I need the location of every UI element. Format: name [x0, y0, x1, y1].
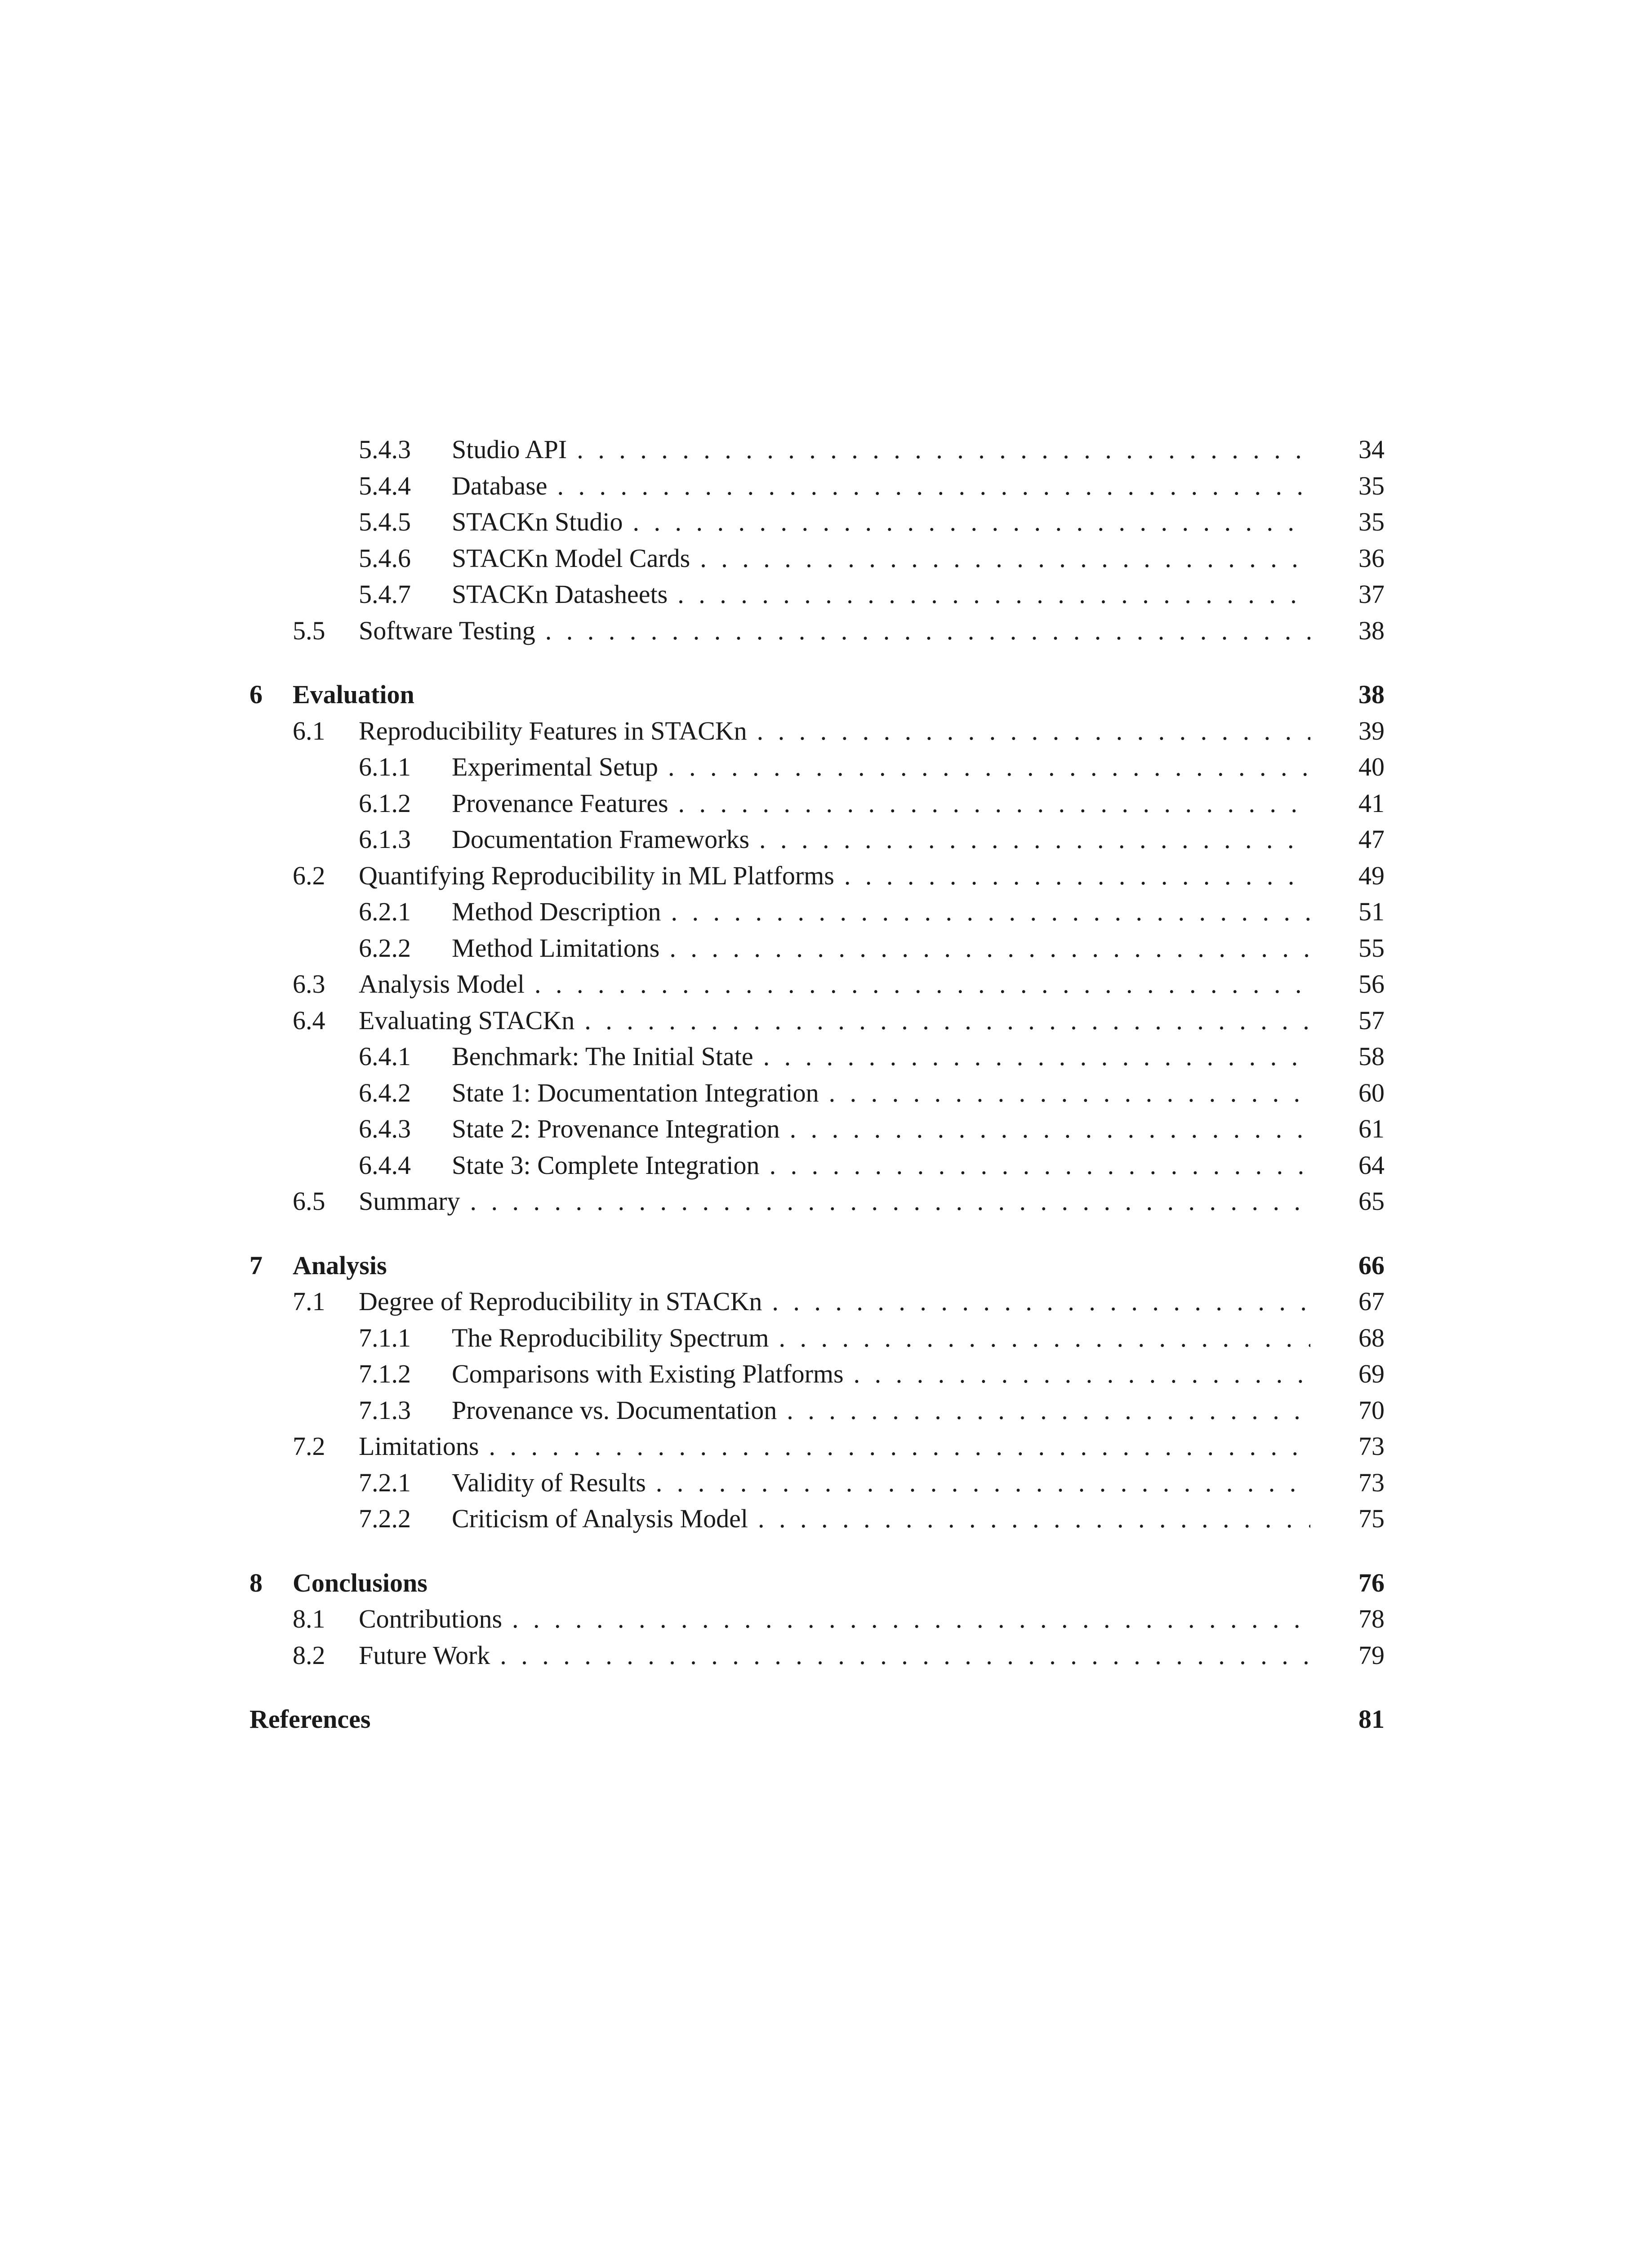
toc-entry-title: Analysis [293, 1248, 397, 1284]
toc-entry-title: Summary [359, 1183, 470, 1220]
toc-entry-title: Provenance vs. Documentation [452, 1392, 787, 1429]
dot-leader [545, 613, 1310, 649]
toc-entry-title-line [452, 540, 1310, 577]
toc-entry-page-number: 49 [1358, 861, 1385, 890]
toc-entry-title-line [359, 858, 1310, 894]
toc-entry-page-number: 68 [1358, 1323, 1385, 1352]
toc-entry-title: Validity of Results [452, 1465, 656, 1501]
toc-entry[interactable] [249, 1637, 1385, 1674]
dot-leader [632, 504, 1310, 540]
toc-entry-title-line [452, 1075, 1310, 1111]
toc-entry-title: Criticism of Analysis Model [452, 1501, 758, 1537]
toc-entry-page-number: 40 [1358, 752, 1385, 781]
dot-leader [854, 1356, 1310, 1392]
toc-entry-number: 6.1 [293, 716, 325, 745]
toc-entry[interactable] [249, 858, 1385, 894]
toc-entry-title: State 3: Complete Integration [452, 1147, 770, 1184]
toc-entry-title-line [452, 894, 1310, 930]
toc-entry[interactable] [249, 966, 1385, 1003]
toc-entry-title-line [452, 1111, 1310, 1147]
toc-entry-title-line [293, 1248, 1310, 1284]
toc-entry[interactable] [249, 821, 1385, 858]
toc-entry-number: 7.1 [293, 1287, 325, 1316]
toc-entry-page-number: 76 [1358, 1568, 1385, 1597]
toc-entry[interactable] [249, 894, 1385, 930]
dot-leader [668, 749, 1310, 785]
toc-entry-title-line [452, 1465, 1310, 1501]
toc-entry-title: Evaluation [293, 677, 424, 713]
toc-entry-title-line [359, 1601, 1310, 1637]
toc-entry-number: 6.4.1 [359, 1042, 411, 1071]
toc-entry[interactable] [249, 713, 1385, 749]
table-of-contents [249, 432, 1385, 1738]
toc-entry-title: Database [452, 468, 557, 504]
toc-entry-title: Conclusions [293, 1565, 437, 1601]
dot-leader [577, 432, 1310, 468]
dot-leader [758, 1501, 1310, 1537]
toc-entry-page-number: 69 [1358, 1359, 1385, 1388]
toc-entry-number: 8.2 [293, 1640, 325, 1670]
toc-entry-page-number: 38 [1358, 616, 1385, 645]
toc-entry-title-line [359, 1428, 1310, 1465]
toc-entry-title: Reproducibility Features in STACKn [359, 713, 757, 749]
toc-chapter-entry[interactable] [249, 1701, 1385, 1738]
toc-entry-page-number: 75 [1358, 1504, 1385, 1533]
toc-entry-number: 6.3 [293, 969, 325, 999]
toc-entry-title-line [293, 1565, 1310, 1601]
toc-entry[interactable] [249, 785, 1385, 822]
toc-entry[interactable] [249, 1428, 1385, 1465]
toc-entry-title-line [293, 677, 1310, 713]
toc-entry-number: 7.2.1 [359, 1467, 411, 1497]
toc-entry-title: Future Work [359, 1637, 500, 1674]
toc-entry-page-number: 66 [1358, 1250, 1385, 1280]
toc-entry-number: 6.1.3 [359, 825, 411, 854]
toc-entry-number: 7 [249, 1250, 263, 1280]
toc-entry-page-number: 35 [1358, 507, 1385, 536]
dot-leader [470, 1183, 1310, 1220]
toc-entry-page-number: 55 [1358, 933, 1385, 963]
toc-entry[interactable] [249, 540, 1385, 577]
toc-entry[interactable] [249, 468, 1385, 504]
dot-leader [829, 1075, 1310, 1111]
toc-entry-page-number: 38 [1358, 680, 1385, 709]
toc-entry-title-line [452, 749, 1310, 785]
toc-entry-number: 5.4.5 [359, 507, 411, 536]
toc-entry-number: 5.5 [293, 616, 325, 645]
dot-leader [770, 1147, 1310, 1184]
dot-leader [757, 713, 1310, 749]
toc-entry-title: Method Limitations [452, 930, 669, 967]
toc-entry-page-number: 64 [1358, 1150, 1385, 1180]
toc-entry-title-line [359, 1003, 1310, 1039]
toc-entry-number: 6 [249, 680, 263, 709]
toc-entry-page-number: 47 [1358, 825, 1385, 854]
toc-entry-page-number: 37 [1358, 580, 1385, 609]
toc-chapter-entry[interactable] [249, 1565, 1385, 1601]
toc-entry-title-line [359, 1183, 1310, 1220]
toc-entry[interactable] [249, 1183, 1385, 1220]
toc-entry-title-line [249, 1701, 1310, 1738]
toc-entry-title: Method Description [452, 894, 671, 930]
toc-entry[interactable] [249, 432, 1385, 468]
toc-entry-number: 6.1.2 [359, 788, 411, 818]
toc-entry[interactable] [249, 1392, 1385, 1429]
dot-leader [584, 1003, 1310, 1039]
toc-entry[interactable] [249, 1075, 1385, 1111]
toc-entry-page-number: 34 [1358, 435, 1385, 464]
dot-leader [669, 930, 1310, 967]
toc-entry-title: State 1: Documentation Integration [452, 1075, 829, 1111]
toc-entry-number: 6.2 [293, 861, 325, 890]
toc-entry-title: Degree of Reproducibility in STACKn [359, 1284, 772, 1320]
dot-leader [671, 894, 1310, 930]
dot-leader [779, 1320, 1310, 1356]
dot-leader [656, 1465, 1310, 1501]
toc-entry[interactable] [249, 1284, 1385, 1320]
toc-entry-number: 7.2 [293, 1432, 325, 1461]
toc-entry-title-line [452, 1320, 1310, 1356]
toc-entry-page-number: 57 [1358, 1005, 1385, 1035]
toc-entry-title: STACKn Datasheets [452, 576, 677, 613]
dot-leader [700, 540, 1310, 577]
toc-entry-title: Documentation Frameworks [452, 821, 759, 858]
toc-entry-title: The Reproducibility Spectrum [452, 1320, 779, 1356]
toc-entry-number: 7.1.1 [359, 1323, 411, 1352]
toc-entry-title: Studio API [452, 432, 577, 468]
toc-entry[interactable] [249, 1111, 1385, 1147]
toc-entry[interactable] [249, 1320, 1385, 1356]
toc-entry-title-line [359, 1284, 1310, 1320]
dot-leader [787, 1392, 1310, 1429]
toc-entry[interactable] [249, 1039, 1385, 1075]
toc-entry-title-line [452, 1039, 1310, 1075]
dot-leader [763, 1039, 1310, 1075]
toc-entry-title: References [249, 1701, 380, 1738]
toc-entry-page-number: 65 [1358, 1186, 1385, 1216]
toc-entry-title: Benchmark: The Initial State [452, 1039, 763, 1075]
toc-entry[interactable] [249, 613, 1385, 649]
toc-entry[interactable] [249, 1003, 1385, 1039]
dot-leader [759, 821, 1310, 858]
toc-entry-title-line [452, 1356, 1310, 1392]
toc-entry-title-line [452, 504, 1310, 540]
toc-entry-page-number: 73 [1358, 1432, 1385, 1461]
toc-entry-number: 5.4.6 [359, 543, 411, 573]
toc-entry-title-line [359, 713, 1310, 749]
toc-chapter-entry[interactable] [249, 677, 1385, 713]
toc-entry-page-number: 41 [1358, 788, 1385, 818]
toc-entry[interactable] [249, 504, 1385, 540]
toc-entry-number: 7.1.2 [359, 1359, 411, 1388]
toc-entry[interactable] [249, 1601, 1385, 1637]
toc-entry-page-number: 39 [1358, 716, 1385, 745]
toc-entry-page-number: 36 [1358, 543, 1385, 573]
dot-leader [678, 785, 1310, 822]
toc-entry-title: Contributions [359, 1601, 512, 1637]
toc-entry-title: Comparisons with Existing Platforms [452, 1356, 854, 1392]
toc-entry-number: 6.1.1 [359, 752, 411, 781]
toc-entry-number: 6.2.1 [359, 897, 411, 926]
toc-entry-number: 5.4.7 [359, 580, 411, 609]
toc-entry-title: State 2: Provenance Integration [452, 1111, 790, 1147]
toc-entry-title-line [452, 821, 1310, 858]
toc-chapter-entry[interactable] [249, 1248, 1385, 1284]
toc-entry-title-line [452, 1147, 1310, 1184]
toc-entry-page-number: 58 [1358, 1042, 1385, 1071]
dot-leader [512, 1601, 1310, 1637]
toc-entry-title: STACKn Studio [452, 504, 632, 540]
toc-entry[interactable] [249, 1465, 1385, 1501]
toc-entry-page-number: 67 [1358, 1287, 1385, 1316]
toc-entry-title: Quantifying Reproducibility in ML Platforms [359, 858, 844, 894]
toc-entry-title-line [452, 468, 1310, 504]
dot-leader [534, 966, 1310, 1003]
toc-entry-title: STACKn Model Cards [452, 540, 700, 577]
toc-entry-title-line [359, 1637, 1310, 1674]
toc-entry-title: Provenance Features [452, 785, 678, 822]
toc-entry-number: 5.4.4 [359, 471, 411, 500]
toc-entry-title-line [452, 1501, 1310, 1537]
toc-entry-number: 6.5 [293, 1186, 325, 1216]
dot-leader [677, 576, 1310, 613]
toc-entry[interactable] [249, 1356, 1385, 1392]
dot-leader [557, 468, 1310, 504]
toc-entry-page-number: 51 [1358, 897, 1385, 926]
dot-leader [844, 858, 1310, 894]
toc-entry-title-line [359, 966, 1310, 1003]
toc-entry-page-number: 73 [1358, 1467, 1385, 1497]
toc-entry-title-line [452, 1392, 1310, 1429]
toc-entry-title-line [359, 613, 1310, 649]
toc-entry-number: 6.4.2 [359, 1078, 411, 1107]
toc-entry-title-line [452, 930, 1310, 967]
toc-entry-page-number: 60 [1358, 1078, 1385, 1107]
toc-entry[interactable] [249, 1501, 1385, 1537]
toc-entry-title-line [452, 576, 1310, 613]
toc-entry-page-number: 78 [1358, 1604, 1385, 1633]
toc-entry-title: Software Testing [359, 613, 545, 649]
toc-entry-title: Evaluating STACKn [359, 1003, 584, 1039]
toc-entry-page-number: 81 [1358, 1704, 1385, 1734]
toc-entry-number: 6.2.2 [359, 933, 411, 963]
toc-entry[interactable] [249, 576, 1385, 613]
dot-leader [790, 1111, 1310, 1147]
toc-entry-page-number: 61 [1358, 1114, 1385, 1143]
dot-leader [772, 1284, 1310, 1320]
toc-entry-title: Experimental Setup [452, 749, 668, 785]
dot-leader [489, 1428, 1310, 1465]
toc-entry-page-number: 79 [1358, 1640, 1385, 1670]
dot-leader [500, 1637, 1310, 1674]
toc-entry[interactable] [249, 930, 1385, 967]
toc-entry[interactable] [249, 749, 1385, 785]
toc-entry-number: 8 [249, 1568, 263, 1597]
toc-entry-title: Analysis Model [359, 966, 534, 1003]
toc-entry-page-number: 70 [1358, 1395, 1385, 1425]
toc-entry-number: 7.2.2 [359, 1504, 411, 1533]
toc-entry[interactable] [249, 1147, 1385, 1184]
toc-entry-number: 7.1.3 [359, 1395, 411, 1425]
toc-entry-number: 6.4 [293, 1005, 325, 1035]
toc-entry-number: 6.4.3 [359, 1114, 411, 1143]
toc-entry-page-number: 35 [1358, 471, 1385, 500]
toc-entry-title-line [452, 432, 1310, 468]
toc-entry-title: Limitations [359, 1428, 489, 1465]
toc-entry-number: 5.4.3 [359, 435, 411, 464]
toc-entry-title-line [452, 785, 1310, 822]
toc-entry-number: 8.1 [293, 1604, 325, 1633]
toc-entry-number: 6.4.4 [359, 1150, 411, 1180]
toc-entry-page-number: 56 [1358, 969, 1385, 999]
